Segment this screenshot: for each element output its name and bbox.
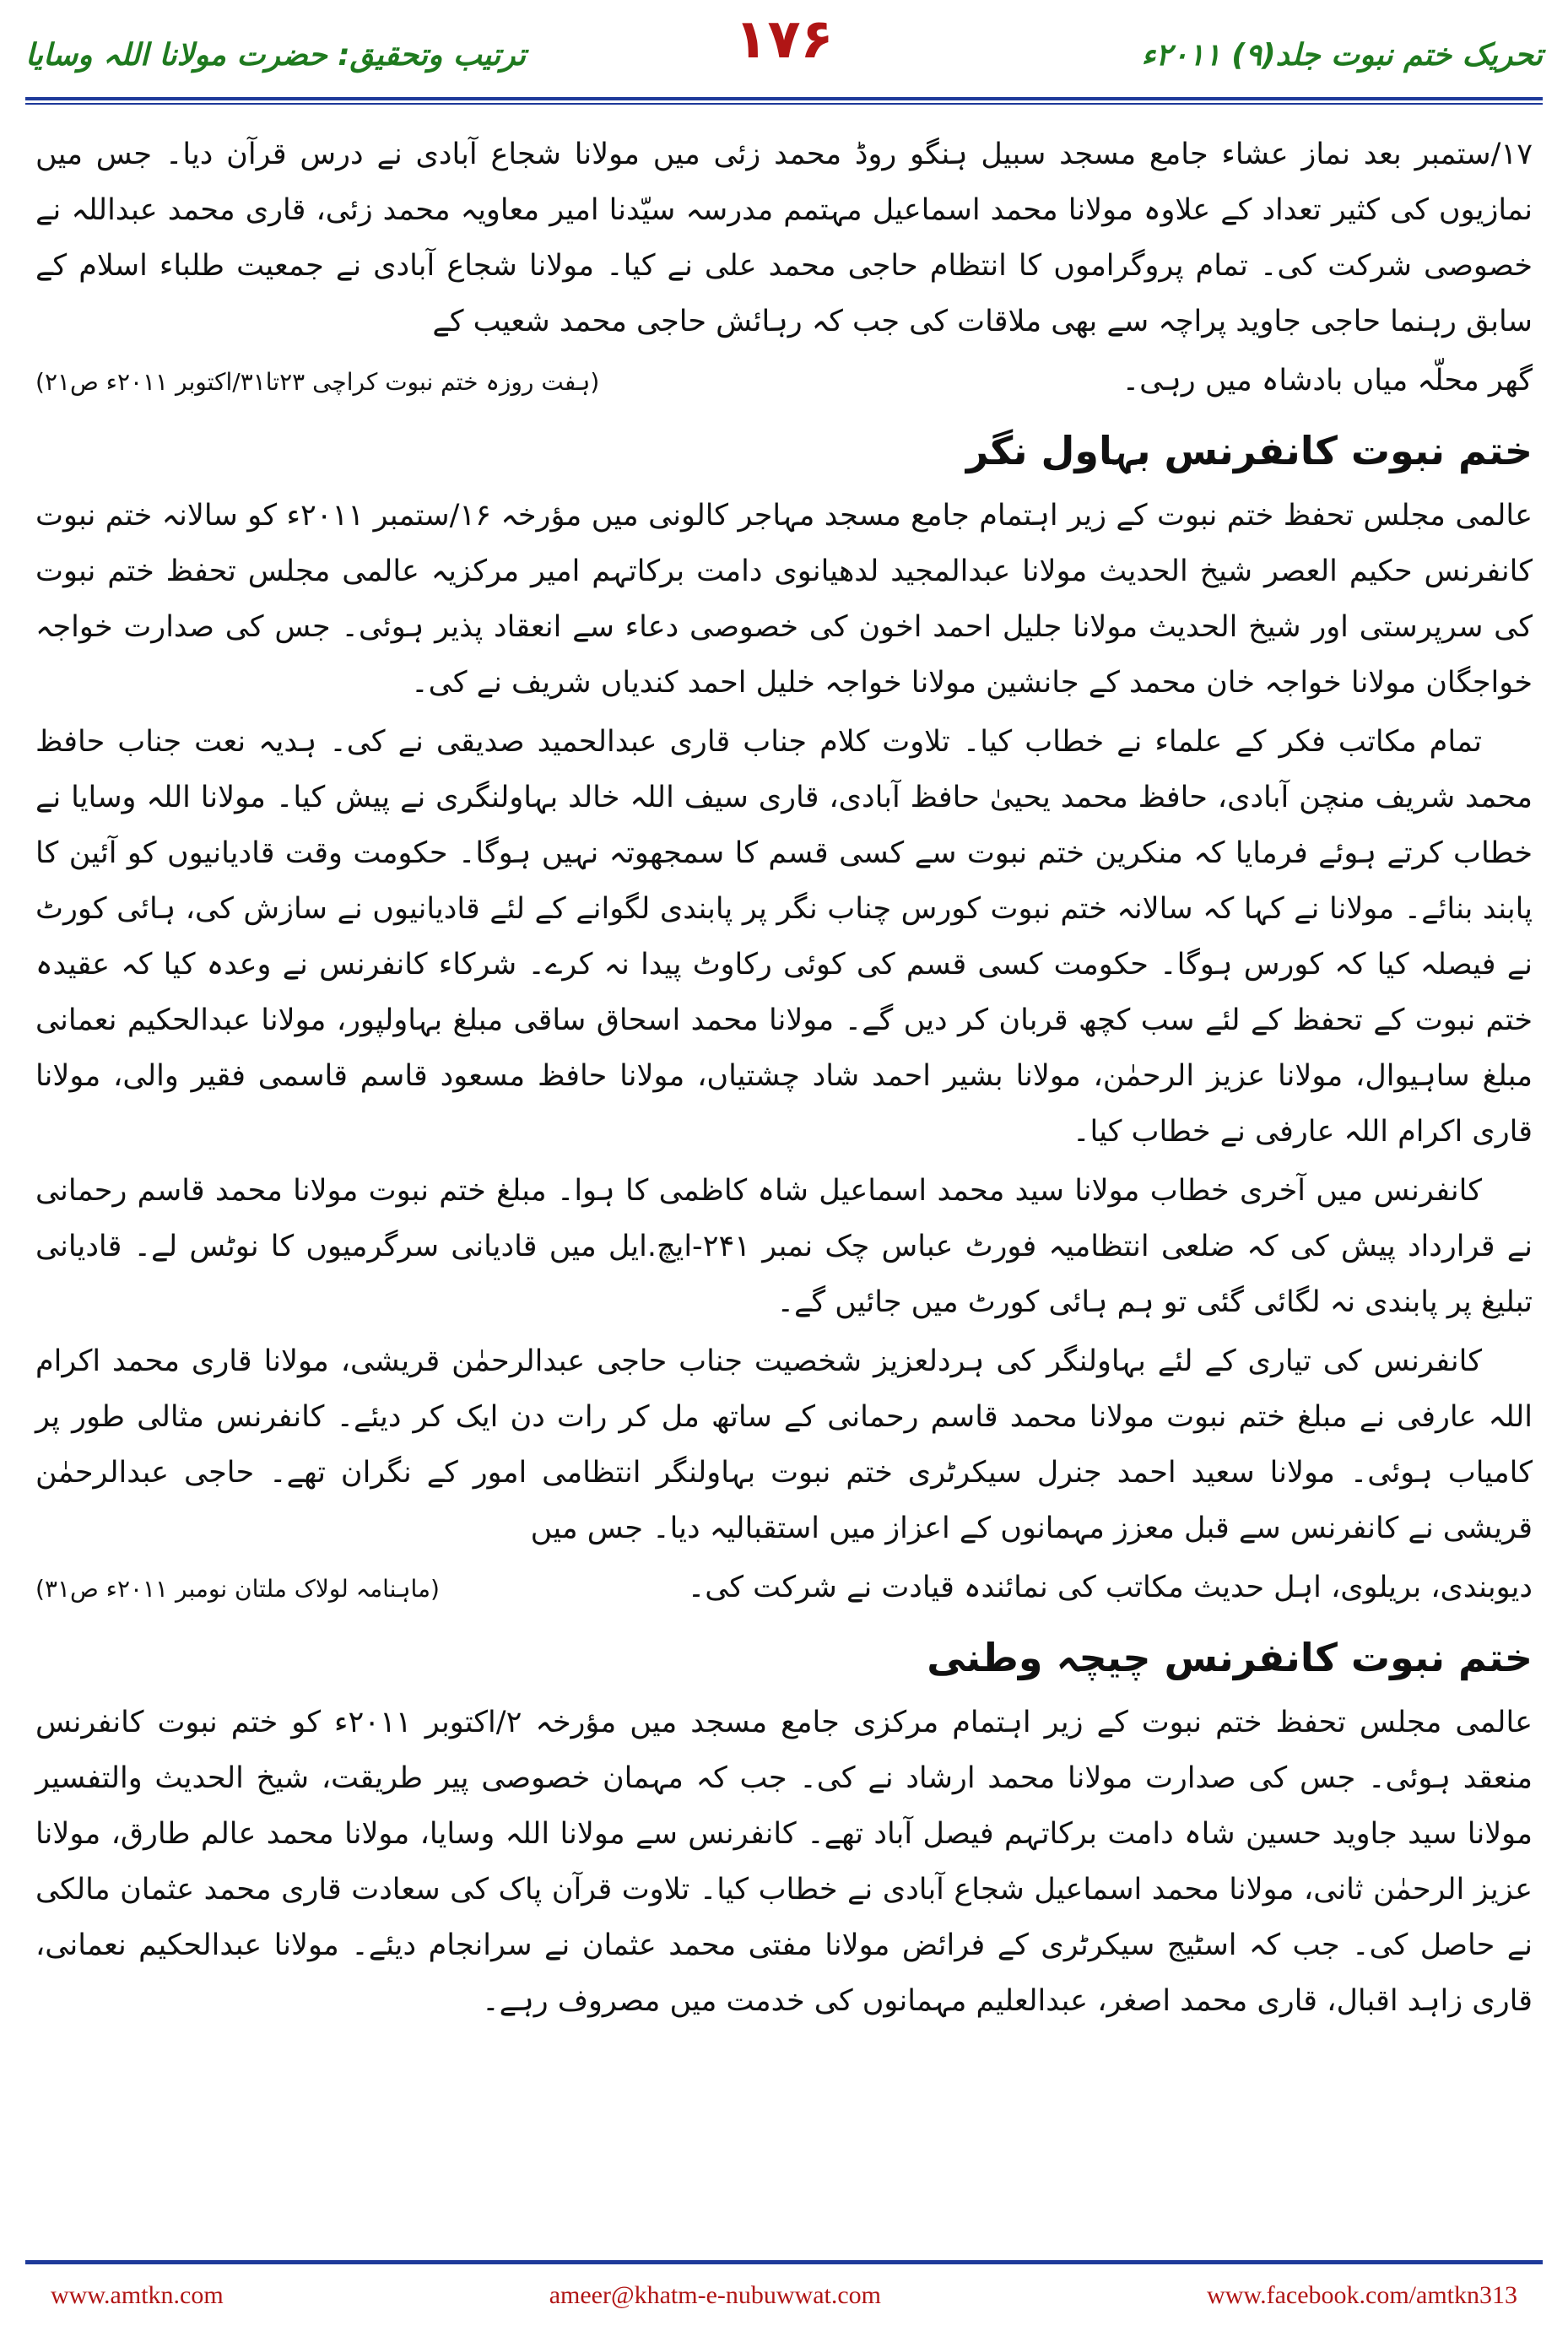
page-number: ۱۷۶ (734, 8, 834, 71)
email-link[interactable]: ameer@khatm-e-nubuwwat.com (549, 2281, 882, 2309)
paragraph-5-closing (35, 1560, 1533, 1617)
paragraph-5: کانفرنس کی تیاری کے لئے بہاولنگر کی ہردلعزیز شخصیت جناب حاجی عبدالرحمٰن قریشی، مولانا قاری محمد اکرام اللہ عارفی نے مبلغ ختم نبوت مولانا محمد قاسم رحمانی کے ساتھ مل کر رات دن ایک کر دیئے۔ کانفرنس مثالی طور پر کامیاب ہوئی۔ مولانا سعید احمد جنرل سیکرٹری ختم نبوت بہاولنگر انتظامی امور کے نگران تھے۔ حاجی عبدالرحمٰن قریشی نے کانفرنس سے قبل معزز مہمانوں کے اعزاز میں استقبالیہ دیا۔ جس میں (35, 1344, 1533, 1545)
article-body (35, 127, 1533, 2232)
source-reference-2: (ماہنامہ لولاک ملتان نومبر ۲۰۱۱ء ص۳۱) (35, 1575, 440, 1603)
page-footer (51, 2274, 1517, 2317)
source-reference-1: (ہفت روزہ ختم نبوت کراچی ۲۳تا۳۱/اکتوبر ۲۰۱۱ء ص۲۱) (35, 368, 600, 396)
paragraph-1: ۱۷/ستمبر بعد نماز عشاء جامع مسجد سبیل ہنگو روڈ محمد زئی میں مولانا شجاع آبادی نے درس قرآن دیا۔ جس میں نمازیوں کی کثیر تعداد کے علاوہ مولانا محمد اسماعیل مہتمم مدرسہ سیّدنا امیر معاویہ محمد زئی، قاری محمد عبداللہ نے خصوصی شرکت کی۔ تمام پروگراموں کا انتظام حاجی محمد علی نے کیا۔ مولانا شجاع آبادی نے جمعیت طلباء اسلام کے سابق رہنما حاجی جاوید پراچہ سے بھی ملاقات کی جب کہ رہائش حاجی محمد شعیب کے (35, 138, 1533, 338)
website-link[interactable]: www.amtkn.com (51, 2281, 224, 2309)
paragraph-2: عالمی مجلس تحفظ ختم نبوت کے زیر اہتمام جامع مسجد مہاجر کالونی میں مؤرخہ ۱۶/ستمبر ۲۰۱۱ء کو سالانہ ختم نبوت کانفرنس حکیم العصر شیخ الحدیث مولانا عبدالمجید لدھیانوی دامت برکاتہم امیر مرکزیہ عالمی مجلس تحفظ ختم نبوت کی سرپرستی اور شیخ الحدیث مولانا جلیل احمد اخون کی خصوصی دعاء سے انعقاد پذیر ہوئی۔ جس کی صدارت خواجہ خواجگان مولانا خواجہ خان محمد کے جانشین مولانا خواجہ خلیل احمد کندیاں شریف نے کی۔ (35, 499, 1533, 700)
page-header (25, 8, 1543, 101)
paragraph-6: عالمی مجلس تحفظ ختم نبوت کے زیر اہتمام مرکزی جامع مسجد میں مؤرخہ ۲/اکتوبر ۲۰۱۱ء کو ختم نبوت کانفرنس منعقد ہوئی۔ جس کی صدارت مولانا محمد ارشاد نے کی۔ جب کہ مہمان خصوصی پیر طریقت، شیخ الحدیث والتفسیر مولانا سید جاوید حسین شاہ دامت برکاتہم فیصل آباد تھے۔ کانفرنس سے مولانا اللہ وسایا، مولانا محمد عالم طارق، مولانا عزیز الرحمٰن ثانی، مولانا محمد اسماعیل شجاع آبادی نے خطاب کیا۔ تلاوت قرآن پاک کی سعادت قاری محمد عثمان مالکی نے حاصل کی۔ جب کہ اسٹیج سیکرٹری کے فرائض مولانا مفتی محمد عثمان نے سرانجام دیئے۔ مولانا عبدالحکیم نعمانی، قاری زاہد اقبال، قاری محمد اصغر، عبدالعلیم مہمانوں کی خدمت میں مصروف رہے۔ (35, 1706, 1533, 2018)
header-rule-thin (25, 103, 1543, 105)
section-title-chichawatni: ختم نبوت کانفرنس چیچہ وطنی (927, 1635, 1533, 1680)
footer-rule (25, 2260, 1543, 2264)
paragraph-1-closing (35, 353, 1533, 410)
header-rule (25, 97, 1543, 100)
header-book-title: تحریک ختم نبوت جلد(۹) ۲۰۱۱ء (1141, 37, 1543, 73)
paragraph-5-last-line: دیوبندی، بریلوی، اہل حدیث مکاتب کی نمائندہ قیادت نے شرکت کی۔ (687, 1571, 1533, 1604)
facebook-link[interactable]: www.facebook.com/amtkn313 (1207, 2281, 1517, 2309)
header-compiler-text: ترتیب وتحقیق: حضرت مولانا اللہ وسایا (25, 37, 527, 73)
paragraph-1-last-line: گھر محلّہ میاں بادشاہ میں رہی۔ (1122, 364, 1533, 398)
section-title-bahawalnagar: ختم نبوت کانفرنس بہاول نگر (965, 428, 1533, 473)
paragraph-4: کانفرنس میں آخری خطاب مولانا سید محمد اسماعیل شاہ کاظمی کا ہوا۔ مبلغ ختم نبوت مولانا محمد قاسم رحمانی نے قرارداد پیش کی کہ ضلعی انتظامیہ فورٹ عباس چک نمبر ۲۴۱-ایچ.ایل میں قادیانی سرگرمیوں کا نوٹس لے۔ قادیانی تبلیغ پر پابندی نہ لگائی گئی تو ہم ہائی کورٹ میں جائیں گے۔ (35, 1174, 1533, 1319)
paragraph-3: تمام مکاتب فکر کے علماء نے خطاب کیا۔ تلاوت کلام جناب قاری عبدالحمید صدیقی نے کی۔ ہدیہ نعت جناب حافظ محمد شریف منچن آبادی، حافظ محمد یحییٰ حافظ آبادی، قاری سیف اللہ خالد بہاولنگری نے پیش کیا۔ مولانا اللہ وسایا نے خطاب کرتے ہوئے فرمایا کہ منکرین ختم نبوت سے کسی قسم کا سمجھوتہ نہیں ہوگا۔ حکومت وقت قادیانیوں کو آئین کا پابند بنائے۔ مولانا نے کہا کہ سالانہ ختم نبوت کورس چناب نگر پر پابندی لگوانے کے لئے قادیانیوں نے سازش کی، ہائی کورٹ نے فیصلہ کیا کہ کورس ہوگا۔ حکومت کسی قسم کی کوئی رکاوٹ پیدا نہ کرے۔ شرکاء کانفرنس نے وعدہ کیا کہ عقیدہ ختم نبوت کے تحفظ کے لئے سب کچھ قربان کر دیں گے۔ مولانا محمد اسحاق ساقی مبلغ بہاولپور، مولانا عبدالحکیم نعمانی مبلغ ساہیوال، مولانا عزیز الرحمٰن، مولانا بشیر احمد شاد چشتیاں، مولانا حافظ مسعود قاسم قاسمی فقیر والی، مولانا قاری اکرام اللہ عارفی نے خطاب کیا۔ (35, 725, 1533, 1149)
